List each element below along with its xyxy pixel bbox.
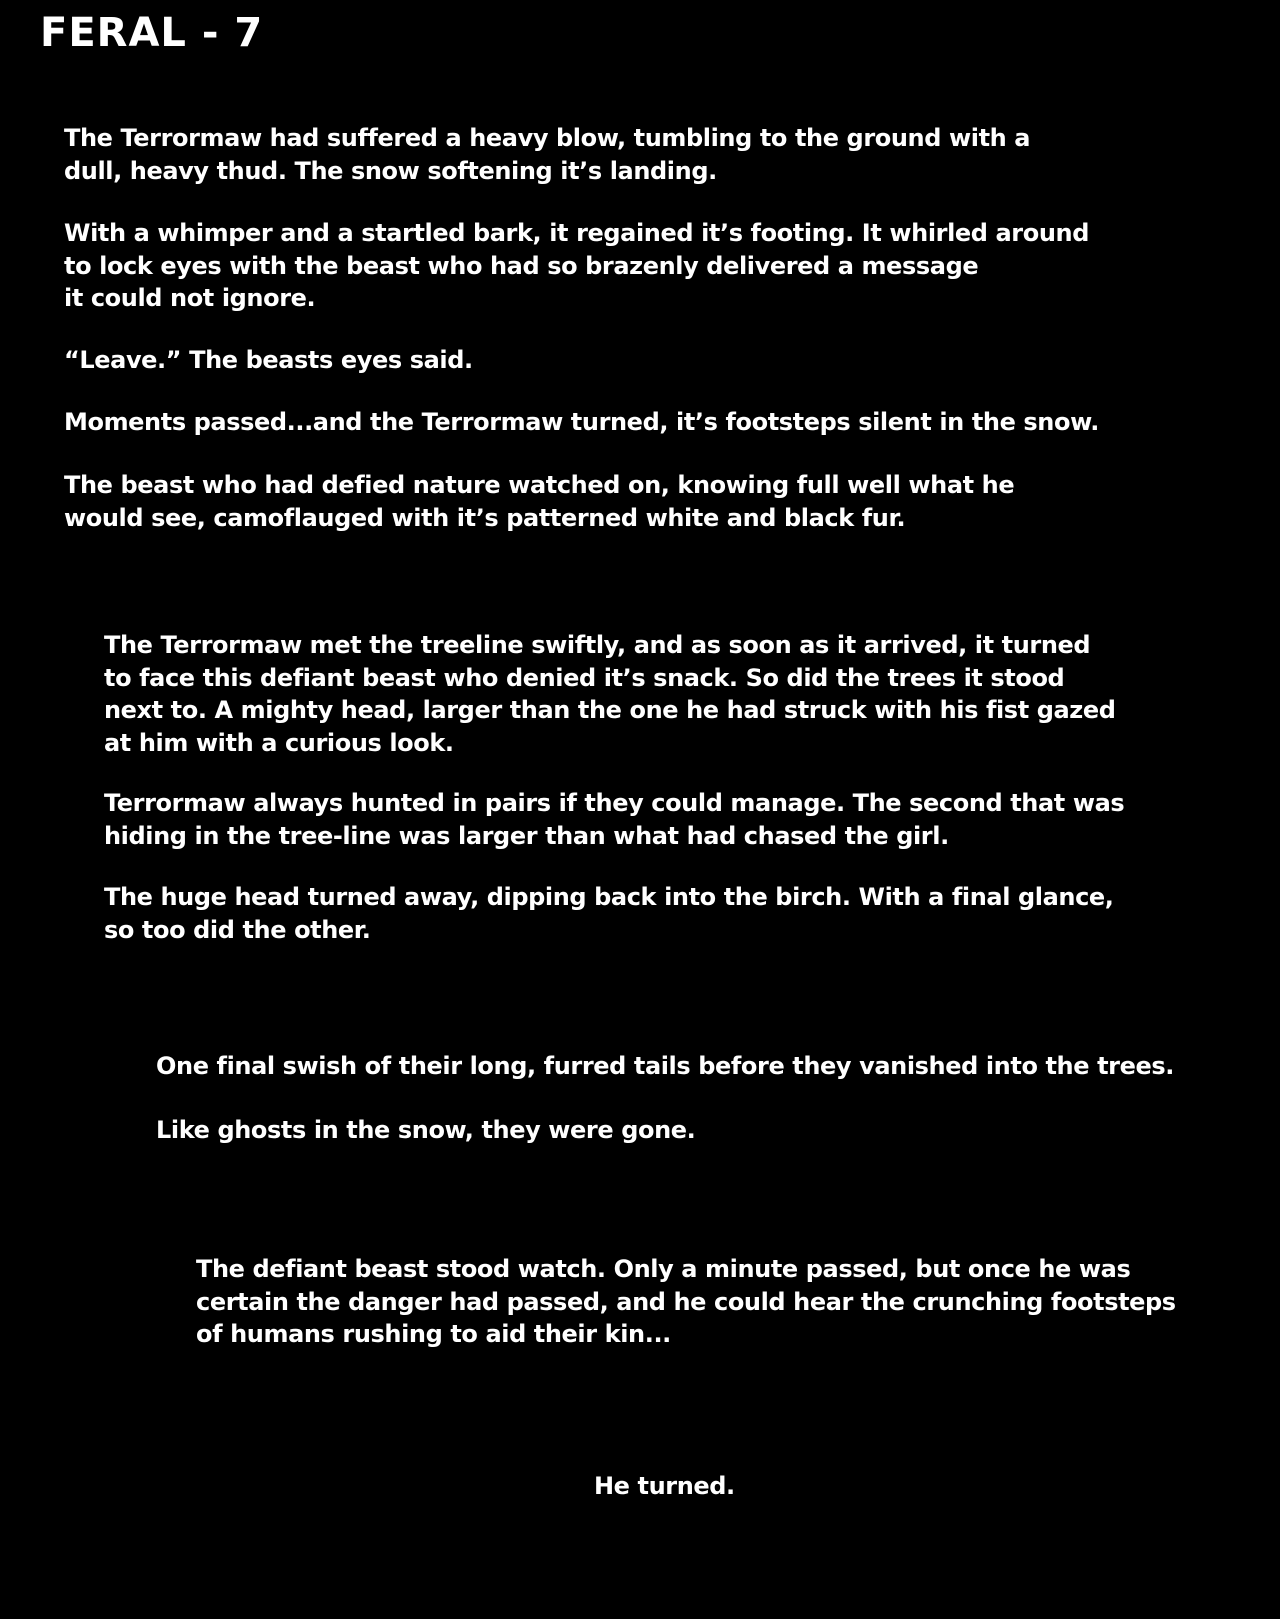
story-line: The defiant beast stood watch. Only a minute passed, but once he was <box>196 1255 1131 1283</box>
story-line: at him with a curious look. <box>104 728 454 757</box>
story-paragraph <box>104 787 1124 852</box>
story-line: The Terrormaw had suffered a heavy blow, tumbling to the ground with a <box>64 124 1031 152</box>
story-line: certain the danger had passed, and he could hear the crunching footsteps <box>196 1287 1176 1316</box>
story-line: to face this defiant beast who denied it’s snack. So did the trees it stood <box>104 663 1065 692</box>
story-line: With a whimper and a startled bark, it regained it’s footing. It whirled around <box>64 219 1089 247</box>
story-line: The beast who had defied nature watched on, knowing full well what he <box>64 471 1015 499</box>
story-line: hiding in the tree-line was larger than what had chased the girl. <box>104 821 949 850</box>
story-paragraph <box>196 1253 1176 1351</box>
story-paragraph <box>156 1114 695 1147</box>
story-paragraph <box>64 217 1089 315</box>
story-line: so too did the other. <box>104 915 371 944</box>
story-line: He turned. <box>594 1472 735 1500</box>
story-line: next to. A mighty head, larger than the one he had struck with his fist gazed <box>104 696 1116 724</box>
page-title: FERAL - 7 <box>40 10 264 56</box>
story-line: of humans rushing to aid their kin... <box>196 1320 671 1348</box>
story-line: it could not ignore. <box>64 284 316 312</box>
story-line: One final swish of their long, furred tails before they vanished into the trees. <box>156 1052 1174 1080</box>
story-line: Terrormaw always hunted in pairs if they could manage. The second that was <box>104 789 1125 817</box>
story-paragraph <box>104 881 1114 946</box>
story-paragraph <box>64 469 1014 534</box>
story-paragraph <box>64 344 473 377</box>
story-line: “Leave.” The beasts eyes said. <box>64 346 473 374</box>
story-line: Moments passed...and the Terrormaw turned, it’s footsteps silent in the snow. <box>64 408 1100 436</box>
story-line: The Terrormaw met the treeline swiftly, and as soon as it arrived, it turned <box>104 631 1091 659</box>
story-line: Like ghosts in the snow, they were gone. <box>156 1116 696 1144</box>
story-paragraph <box>64 406 1099 439</box>
story-paragraph <box>104 629 1116 759</box>
story-line: would see, camoflauged with it’s patterned white and black fur. <box>64 503 906 532</box>
story-line: The huge head turned away, dipping back into the birch. With a final glance, <box>104 883 1114 911</box>
story-paragraph <box>64 122 1030 187</box>
story-line: to lock eyes with the beast who had so brazenly delivered a message <box>64 251 979 280</box>
story-paragraph <box>156 1050 1174 1083</box>
story-line: dull, heavy thud. The snow softening it’s landing. <box>64 156 717 185</box>
closing-line <box>594 1470 735 1503</box>
